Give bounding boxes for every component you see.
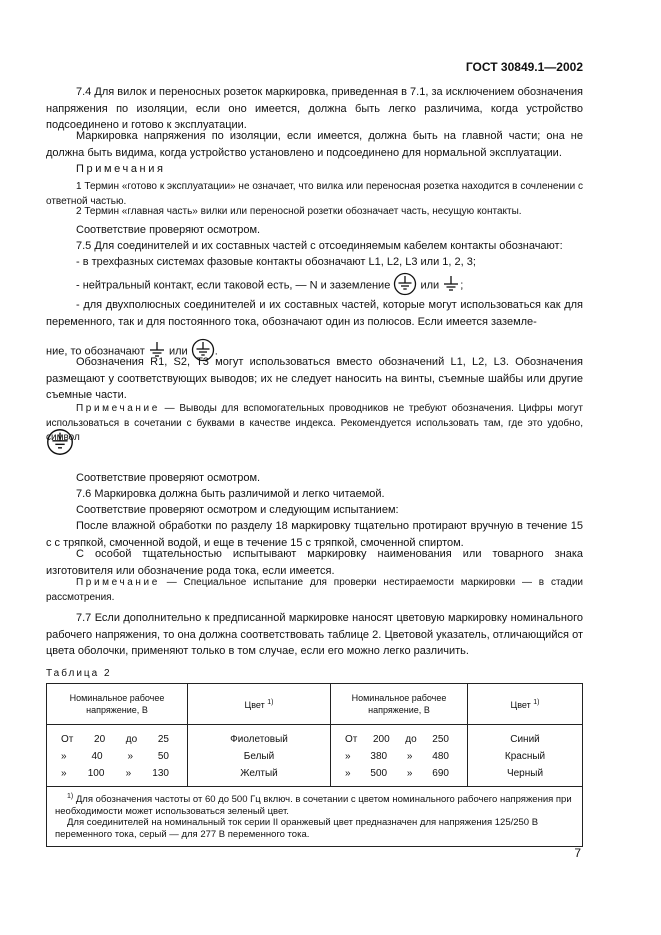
cell-to: » bbox=[127, 751, 133, 762]
cell-to: до bbox=[405, 734, 417, 745]
paragraph-7-5: 7.5 Для соединителей и их составных частей с отсоединяемым кабелем контакты обозначают: bbox=[76, 240, 563, 252]
color-value: Синий bbox=[510, 734, 540, 745]
cell-value: 50 bbox=[157, 751, 169, 762]
table-footnote bbox=[47, 787, 583, 847]
bullet-end: ; bbox=[460, 279, 464, 292]
cell-from: » bbox=[61, 751, 67, 762]
cell-value: 500 bbox=[370, 768, 388, 779]
table-body-row bbox=[47, 725, 583, 787]
voltage-cell-left bbox=[47, 725, 188, 787]
cell-value: 380 bbox=[370, 751, 388, 762]
cell-to: » bbox=[125, 768, 132, 779]
standard-header: ГОСТ 30849.1—2002 bbox=[465, 60, 583, 74]
page-number: 7 bbox=[574, 846, 581, 860]
cell-value: 690 bbox=[432, 768, 449, 779]
protective-earth-icon bbox=[46, 428, 74, 459]
table-caption: Таблица 2 bbox=[46, 668, 112, 679]
table-row bbox=[47, 748, 187, 765]
bullet-neutral-text: - нейтральный контакт, если таковой есть, — N и заземление bbox=[76, 279, 391, 292]
paragraph-insulation: Маркировка напряжения по изоляции, если имеется, должна быть на главной части; она не должна быть видима, когда устройство установлено и подсоединено для нормальной эксплуатации. bbox=[46, 130, 583, 159]
footnote-1-text: Для обозначения частоты от 60 до 500 Гц включ. в сочетании с цветом номинального рабочего напряжения при необходимости может использоваться зеленый цвет. bbox=[55, 794, 572, 817]
cell-to: » bbox=[406, 751, 413, 762]
table-row bbox=[47, 765, 187, 782]
bullet-phases: - в трехфазных системах фазовые контакты обозначают L1, L2, L3 или 1, 2, 3; bbox=[76, 256, 476, 268]
note-indelibility bbox=[46, 576, 583, 605]
protective-earth-icon bbox=[393, 272, 417, 299]
color-value: Черный bbox=[506, 768, 544, 779]
cell-from: » bbox=[61, 768, 67, 779]
or-word: или bbox=[168, 345, 188, 358]
check-2: Соответствие проверяют осмотром. bbox=[76, 472, 261, 484]
bullet-neutral bbox=[76, 272, 463, 299]
cell-value: 130 bbox=[152, 768, 169, 779]
footnote-2: Для соединителей на номинальный ток серии II оранжевый цвет предназначен для напряжения 125/250 В переменного тока, серый — для 277 В переменного тока. bbox=[55, 817, 539, 840]
cell-value: 20 bbox=[94, 734, 106, 745]
note-1: 1 Термин «готово к эксплуатации» не означает, что вилка или переносная розетка находится в сочленении с ответной частью. bbox=[46, 181, 583, 207]
note-indelibility-text: — Специальное испытание для проверки нестираемости маркировки — в стадии рассмотрения. bbox=[46, 577, 583, 603]
table-header-row bbox=[47, 684, 583, 725]
footnote-mark: 1) bbox=[67, 793, 74, 800]
color-cell-right bbox=[468, 725, 583, 787]
note-2: 2 Термин «главная часть» вилки или переносной розетки обозначает часть, несущую контакты. bbox=[76, 206, 522, 217]
or-word: или bbox=[420, 279, 440, 292]
table-row bbox=[331, 748, 467, 765]
header-color-label: Цвет bbox=[510, 700, 531, 710]
cell-value: 480 bbox=[432, 751, 449, 762]
header-footnote-mark: 1) bbox=[267, 699, 274, 706]
paragraph-7-6: 7.6 Маркировка должна быть различимой и легко читаемой. bbox=[76, 488, 385, 500]
paragraph-7-4: 7.4 Для вилок и переносных розеток маркировка, приведенная в 7.1, за исключением обозначения напряжения по изоляции, если оно имеется, должна быть легко различима, когда устройство подсоединено и готово к эксплуатации. bbox=[46, 86, 583, 132]
footnote-1 bbox=[55, 791, 574, 817]
header-footnote-mark: 1) bbox=[533, 699, 540, 706]
notes-title: Примечания bbox=[76, 163, 166, 175]
note-auxiliary bbox=[46, 402, 583, 446]
color-value: Красный bbox=[504, 751, 546, 762]
table-footnote-row bbox=[47, 787, 583, 847]
paragraph-r1-s2-t3: Обозначения R1, S2, T3 могут использоваться вместо обозначений L1, L2, L3. Обозначения размещают у соответствующих выводов; их не следует наносить на винты, съемные шайбы или другие съемные части. bbox=[46, 356, 583, 402]
header-color-right bbox=[468, 684, 583, 725]
color-value: Желтый bbox=[240, 768, 278, 779]
cell-value: 25 bbox=[157, 734, 169, 745]
paragraph-7-7: 7.7 Если дополнительно к предписанной маркировке наносят цветовую маркировку номинального рабочего напряжения, то она должна соответствовать таблице 2. Цветовой указатель, отличающийся от цвета оболочки, применяют только в том случае, если его можно легко различить. bbox=[46, 612, 583, 658]
note-label: Примечание bbox=[76, 577, 160, 588]
cell-value: 200 bbox=[372, 734, 390, 745]
cell-from: » bbox=[345, 768, 351, 779]
cell-from: От bbox=[61, 734, 74, 745]
earth-icon bbox=[442, 275, 460, 296]
note-auxiliary-text: — Выводы для вспомогательных проводников не требуют обозначения. Цифры могут использоваться в сочетании с буквами в качестве индекса. Рекомендуется использовать там, где это удобно, символ bbox=[46, 403, 583, 443]
table-2 bbox=[46, 683, 583, 847]
note-label: Примечание bbox=[76, 403, 160, 414]
table-row bbox=[331, 765, 467, 782]
cell-value: 100 bbox=[87, 768, 105, 779]
voltage-cell-right bbox=[331, 725, 468, 787]
header-voltage-left: Номинальное рабочее напряжение, В bbox=[47, 684, 188, 725]
bullet-two-pole-end-text: ние, то обозначают bbox=[46, 345, 145, 358]
table-row bbox=[331, 731, 467, 748]
bullet-end: . bbox=[214, 345, 218, 358]
color-cell-left bbox=[188, 725, 331, 787]
cell-to: до bbox=[125, 734, 138, 745]
cell-to: » bbox=[406, 768, 413, 779]
symbol-protective-earth bbox=[46, 428, 74, 459]
header-color-label: Цвет bbox=[244, 700, 265, 710]
paragraph-special-care: С особой тщательностью испытывают маркировку наименования или товарного знака изготовителя или обозначение рода тока, если имеется. bbox=[46, 548, 583, 577]
header-color-left bbox=[188, 684, 331, 725]
cell-from: » bbox=[345, 751, 351, 762]
bullet-two-pole: - для двухполюсных соединителей и их составных частей, которые могут использоваться как для переменного, так и для постоянного тока, обозначают один из полюсов. Если имеется заземле- bbox=[46, 299, 583, 328]
check-3: Соответствие проверяют осмотром и следующим испытанием: bbox=[76, 504, 399, 516]
table-row bbox=[47, 731, 187, 748]
color-value: Белый bbox=[243, 751, 275, 762]
header-voltage-right: Номинальное рабочее напряжение, В bbox=[331, 684, 468, 725]
check-1: Соответствие проверяют осмотром. bbox=[76, 224, 261, 236]
cell-value: 40 bbox=[91, 751, 103, 762]
color-value: Фиолетовый bbox=[230, 734, 288, 745]
cell-from: От bbox=[345, 734, 358, 745]
cell-value: 250 bbox=[432, 734, 449, 745]
paragraph-wet-treatment: После влажной обработки по разделу 18 маркировку тщательно протирают вручную в течение 15 с с тряпкой, смоченной водой, и еще в течение 15 с тряпкой, смоченной спиртом. bbox=[46, 520, 583, 549]
